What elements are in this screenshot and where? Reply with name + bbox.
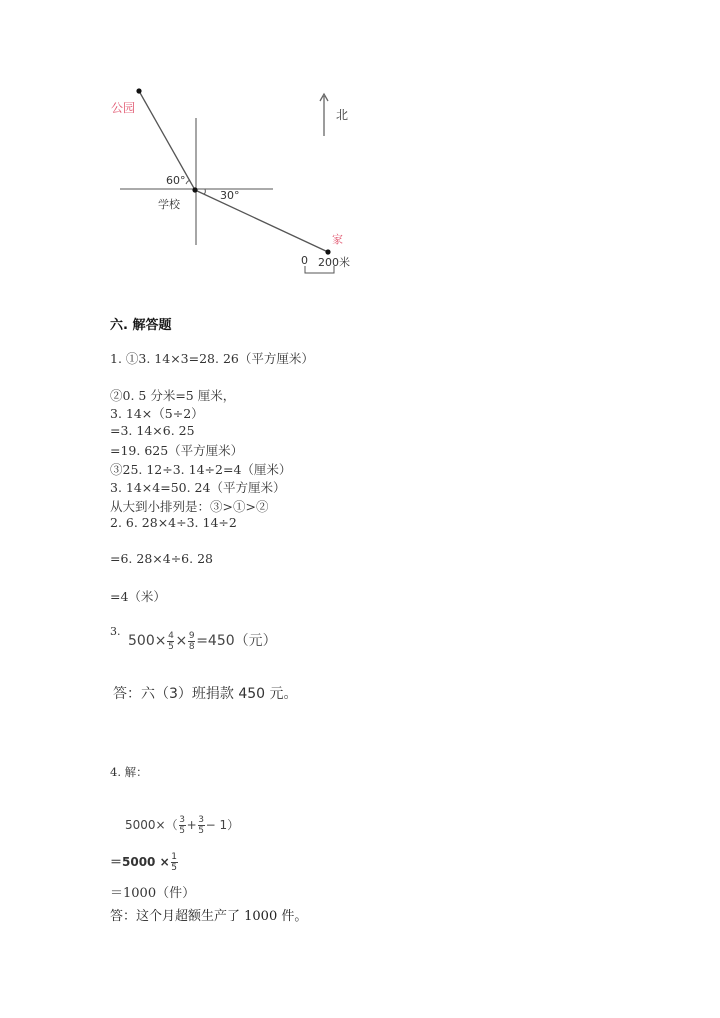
q2-line-3: =4（米） <box>110 589 166 604</box>
frac-numerator: 3 <box>179 815 185 825</box>
q2-line-2: =6. 28×4÷6. 28 <box>110 551 213 566</box>
frac-numerator: 1 <box>171 852 177 862</box>
north-label: 北 <box>336 108 349 122</box>
q1-line-6: ③25. 12÷3. 14÷2=4（厘米） <box>110 462 292 477</box>
q4-label: 4. 解： <box>110 765 148 779</box>
q3-fraction-9-8 <box>188 631 195 652</box>
q4-eq1-prefix: 5000×（ <box>125 818 178 832</box>
q1-line-1: 1. ①3. 14×3=28. 26（平方厘米） <box>110 351 314 366</box>
q1-line-5: =19. 625（平方厘米） <box>110 443 244 458</box>
section-title: 六. 解答题 <box>110 318 172 333</box>
frac-numerator: 4 <box>168 630 174 641</box>
q1-line-4: =3. 14×6. 25 <box>110 423 195 438</box>
q4-fraction-3-5-a <box>179 815 186 836</box>
q4-fraction-1-5 <box>171 852 178 873</box>
park-label: 公园 <box>111 101 136 115</box>
q1-line-7: 3. 14×4=50. 24（平方厘米） <box>110 480 286 495</box>
q3-answer: 答：六（3）班捐款 450 元。 <box>113 686 298 702</box>
direction-map-diagram <box>100 80 360 280</box>
q4-equation-3: ＝1000（件） <box>110 886 196 901</box>
scale-zero-label: 0 <box>301 254 308 267</box>
frac-denominator: 5 <box>198 826 205 836</box>
frac-numerator: 9 <box>188 630 195 641</box>
q1-line-2: ②0. 5 分米=5 厘米， <box>110 388 236 403</box>
q3-equation <box>128 630 277 652</box>
q3-eq-prefix: 500× <box>128 633 167 649</box>
q4-fraction-3-5-b <box>198 815 205 836</box>
angle-60-label: 60° <box>166 174 186 187</box>
q4-eq1-suffix: − 1） <box>205 818 240 832</box>
q2-line-1: 2. 6. 28×4÷3. 14÷2 <box>110 515 237 530</box>
q4-eq2-prefix: ＝5000 × <box>110 855 170 869</box>
frac-numerator: 3 <box>198 815 205 825</box>
q1-line-3: 3. 14×（5÷2） <box>110 406 204 421</box>
frac-denominator: 5 <box>171 863 177 873</box>
angle-30-label: 30° <box>220 189 240 202</box>
school-label: 学校 <box>158 198 180 211</box>
q3-number: 3. <box>110 625 121 638</box>
q4-equation-1 <box>125 815 239 836</box>
frac-denominator: 5 <box>168 641 174 652</box>
q3-times: × <box>175 633 188 649</box>
q3-fraction-4-5 <box>167 631 174 652</box>
frac-denominator: 8 <box>188 641 195 652</box>
frac-denominator: 5 <box>179 826 185 836</box>
map-lines <box>100 80 360 280</box>
q4-answer: 答：这个月超额生产了 1000 件。 <box>110 909 308 924</box>
scale-value-label: 200米 <box>318 256 350 269</box>
q4-equation-2 <box>110 852 179 873</box>
q1-line-8: 从大到小排列是：③>①>② <box>110 499 269 514</box>
q3-eq-suffix: =450（元） <box>196 633 277 649</box>
home-label: 家 <box>332 233 343 246</box>
q4-plus: + <box>186 818 197 832</box>
